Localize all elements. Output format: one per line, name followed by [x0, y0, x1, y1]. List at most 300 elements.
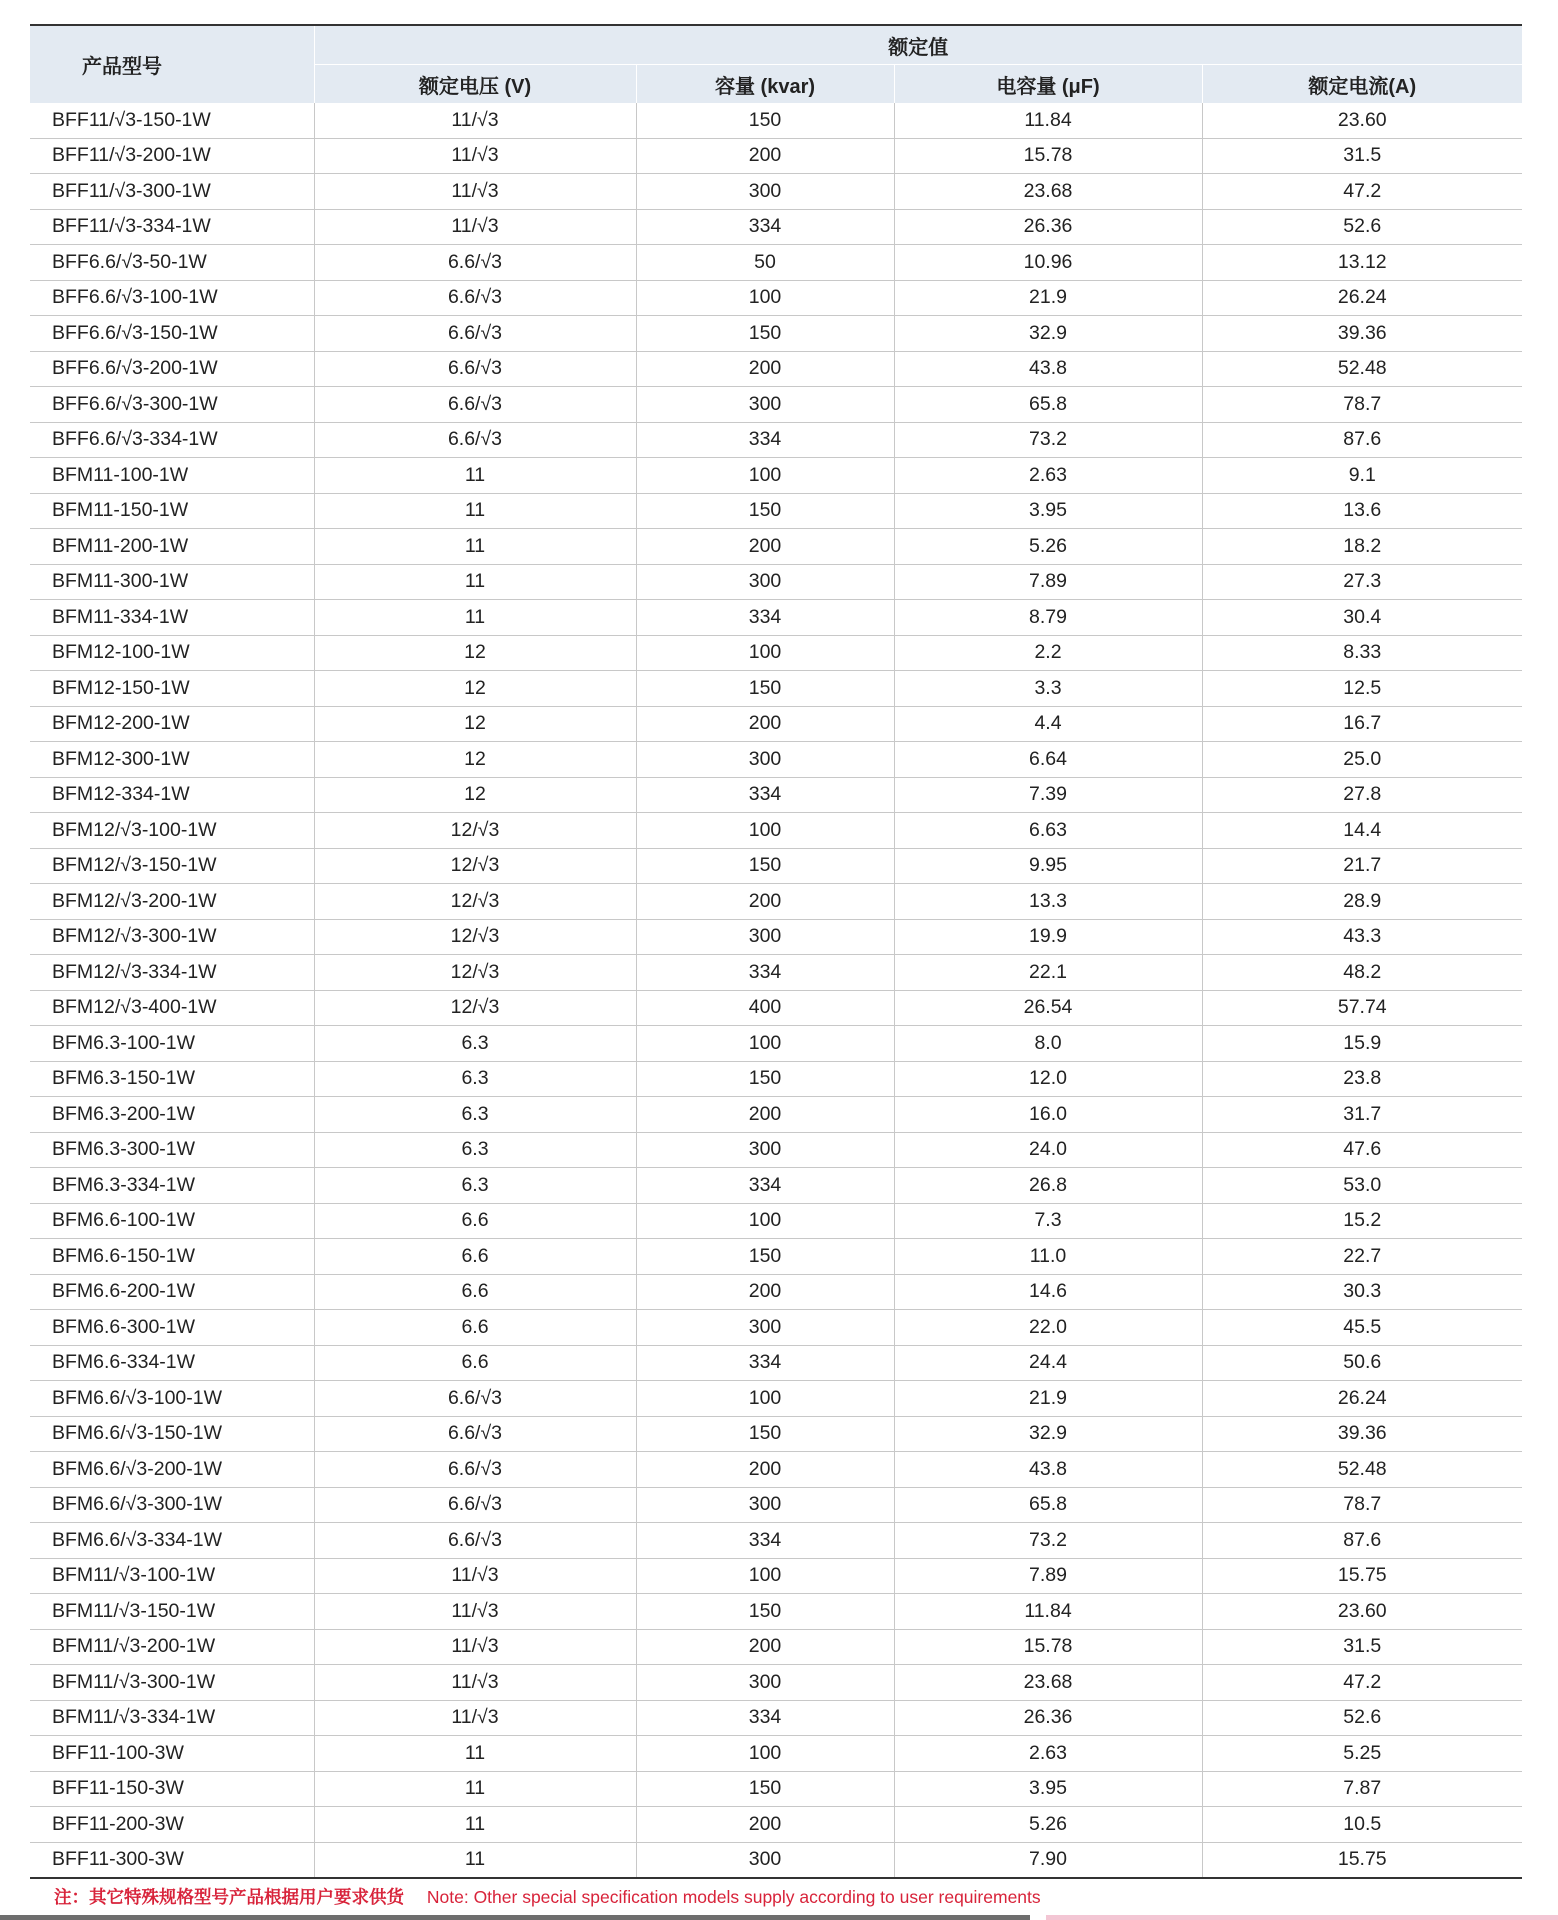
cell-model: BFM12/√3-334-1W: [30, 955, 314, 991]
cell-capacity: 100: [636, 1558, 894, 1594]
cell-capacitance: 22.1: [894, 955, 1202, 991]
cell-model: BFM6.6-334-1W: [30, 1345, 314, 1381]
cell-model: BFM11-334-1W: [30, 600, 314, 636]
cell-capacitance: 65.8: [894, 387, 1202, 423]
table-header: [30, 25, 1522, 103]
cell-rated-current: 5.25: [1202, 1736, 1522, 1772]
table-row: [30, 280, 1522, 316]
cell-model: BFF6.6/√3-300-1W: [30, 387, 314, 423]
cell-model: BFM6.6-300-1W: [30, 1310, 314, 1346]
table-row: [30, 706, 1522, 742]
cell-rated-voltage: 6.6/√3: [314, 316, 636, 352]
cell-capacity: 150: [636, 103, 894, 138]
cell-rated-voltage: 6.6/√3: [314, 1523, 636, 1559]
cell-model: BFM6.6/√3-334-1W: [30, 1523, 314, 1559]
cell-capacity: 100: [636, 280, 894, 316]
cell-rated-current: 78.7: [1202, 1487, 1522, 1523]
cell-rated-voltage: 11: [314, 1842, 636, 1878]
cell-capacitance: 11.84: [894, 1594, 1202, 1630]
cell-capacity: 100: [636, 1026, 894, 1062]
table-row: [30, 1700, 1522, 1736]
cell-capacitance: 6.64: [894, 742, 1202, 778]
table-row: [30, 1381, 1522, 1417]
cell-model: BFF11-300-3W: [30, 1842, 314, 1878]
table-row: [30, 1487, 1522, 1523]
table-row: [30, 742, 1522, 778]
table-row: [30, 671, 1522, 707]
table-row: [30, 1168, 1522, 1204]
cell-capacitance: 2.63: [894, 458, 1202, 494]
cell-rated-voltage: 11/√3: [314, 1594, 636, 1630]
cell-rated-voltage: 6.6: [314, 1239, 636, 1275]
cell-rated-current: 22.7: [1202, 1239, 1522, 1275]
table-row: [30, 1452, 1522, 1488]
cell-rated-current: 15.9: [1202, 1026, 1522, 1062]
table-row: [30, 1736, 1522, 1772]
cell-rated-current: 8.33: [1202, 635, 1522, 671]
cell-rated-voltage: 11: [314, 493, 636, 529]
cell-capacitance: 8.79: [894, 600, 1202, 636]
cell-rated-voltage: 11/√3: [314, 1629, 636, 1665]
cell-rated-voltage: 12: [314, 742, 636, 778]
cell-capacitance: 73.2: [894, 422, 1202, 458]
cell-capacity: 334: [636, 1700, 894, 1736]
table-row: [30, 245, 1522, 281]
cell-capacitance: 3.95: [894, 493, 1202, 529]
cell-rated-voltage: 11: [314, 529, 636, 565]
table-row: [30, 1629, 1522, 1665]
cell-rated-current: 45.5: [1202, 1310, 1522, 1346]
cell-capacity: 400: [636, 990, 894, 1026]
cell-capacity: 150: [636, 1771, 894, 1807]
cell-capacitance: 2.2: [894, 635, 1202, 671]
cell-capacitance: 7.89: [894, 1558, 1202, 1594]
cell-capacity: 100: [636, 635, 894, 671]
header-rated-current: 额定电流(A): [1202, 65, 1522, 104]
table-row: [30, 493, 1522, 529]
cell-rated-voltage: 12: [314, 671, 636, 707]
cell-capacitance: 11.84: [894, 103, 1202, 138]
cell-capacity: 334: [636, 209, 894, 245]
cell-model: BFM12/√3-200-1W: [30, 884, 314, 920]
table-row: [30, 1771, 1522, 1807]
cell-model: BFM11-300-1W: [30, 564, 314, 600]
footer-bar-pink: [1046, 1915, 1558, 1920]
cell-rated-current: 78.7: [1202, 387, 1522, 423]
table-row: [30, 1523, 1522, 1559]
cell-capacity: 334: [636, 777, 894, 813]
cell-capacitance: 16.0: [894, 1097, 1202, 1133]
cell-capacitance: 32.9: [894, 316, 1202, 352]
cell-rated-voltage: 6.6/√3: [314, 351, 636, 387]
table-row: [30, 1665, 1522, 1701]
cell-rated-voltage: 12/√3: [314, 848, 636, 884]
cell-model: BFM11-100-1W: [30, 458, 314, 494]
cell-capacity: 300: [636, 919, 894, 955]
cell-rated-current: 47.6: [1202, 1132, 1522, 1168]
cell-capacity: 100: [636, 813, 894, 849]
cell-capacitance: 23.68: [894, 174, 1202, 210]
cell-rated-voltage: 12/√3: [314, 919, 636, 955]
cell-capacitance: 7.3: [894, 1203, 1202, 1239]
cell-model: BFF11/√3-334-1W: [30, 209, 314, 245]
cell-model: BFF11/√3-150-1W: [30, 103, 314, 138]
table-row: [30, 848, 1522, 884]
cell-rated-current: 26.24: [1202, 280, 1522, 316]
footnote: [54, 1884, 1041, 1909]
cell-rated-current: 87.6: [1202, 1523, 1522, 1559]
cell-capacity: 334: [636, 1523, 894, 1559]
cell-capacity: 150: [636, 1416, 894, 1452]
cell-model: BFM12-334-1W: [30, 777, 314, 813]
cell-capacity: 300: [636, 174, 894, 210]
table-row: [30, 955, 1522, 991]
cell-rated-current: 50.6: [1202, 1345, 1522, 1381]
cell-rated-voltage: 6.6/√3: [314, 245, 636, 281]
cell-capacitance: 5.26: [894, 1807, 1202, 1843]
cell-capacitance: 7.90: [894, 1842, 1202, 1878]
cell-rated-current: 18.2: [1202, 529, 1522, 565]
cell-rated-voltage: 11: [314, 1771, 636, 1807]
table-row: [30, 777, 1522, 813]
cell-capacitance: 3.3: [894, 671, 1202, 707]
cell-rated-current: 21.7: [1202, 848, 1522, 884]
cell-model: BFF6.6/√3-100-1W: [30, 280, 314, 316]
cell-capacitance: 15.78: [894, 1629, 1202, 1665]
cell-capacity: 200: [636, 138, 894, 174]
cell-model: BFF11-150-3W: [30, 1771, 314, 1807]
table-row: [30, 884, 1522, 920]
cell-capacity: 200: [636, 1807, 894, 1843]
cell-model: BFM12/√3-150-1W: [30, 848, 314, 884]
cell-rated-current: 27.8: [1202, 777, 1522, 813]
cell-capacity: 150: [636, 1239, 894, 1275]
cell-rated-current: 15.75: [1202, 1842, 1522, 1878]
cell-capacity: 300: [636, 742, 894, 778]
cell-model: BFF6.6/√3-200-1W: [30, 351, 314, 387]
cell-rated-current: 87.6: [1202, 422, 1522, 458]
cell-rated-voltage: 6.3: [314, 1026, 636, 1062]
cell-rated-current: 10.5: [1202, 1807, 1522, 1843]
table-row: [30, 635, 1522, 671]
cell-rated-voltage: 6.6/√3: [314, 1487, 636, 1523]
cell-rated-current: 43.3: [1202, 919, 1522, 955]
cell-rated-voltage: 6.6/√3: [314, 1416, 636, 1452]
cell-model: BFM6.6-100-1W: [30, 1203, 314, 1239]
cell-capacitance: 7.89: [894, 564, 1202, 600]
cell-capacitance: 43.8: [894, 1452, 1202, 1488]
cell-rated-voltage: 6.6: [314, 1345, 636, 1381]
cell-capacitance: 2.63: [894, 1736, 1202, 1772]
table-row: [30, 1203, 1522, 1239]
cell-model: BFM11/√3-100-1W: [30, 1558, 314, 1594]
cell-capacity: 334: [636, 422, 894, 458]
cell-model: BFM6.3-100-1W: [30, 1026, 314, 1062]
cell-rated-voltage: 6.3: [314, 1061, 636, 1097]
cell-rated-current: 15.2: [1202, 1203, 1522, 1239]
cell-model: BFF6.6/√3-334-1W: [30, 422, 314, 458]
table-row: [30, 1807, 1522, 1843]
table-row: [30, 919, 1522, 955]
cell-model: BFM12-200-1W: [30, 706, 314, 742]
cell-model: BFM12-150-1W: [30, 671, 314, 707]
cell-capacitance: 3.95: [894, 1771, 1202, 1807]
cell-model: BFM6.6-200-1W: [30, 1274, 314, 1310]
cell-capacity: 200: [636, 529, 894, 565]
cell-capacitance: 15.78: [894, 138, 1202, 174]
footnote-en: Note: Other special specification models supply according to user requirements: [426, 1887, 1041, 1907]
cell-capacity: 150: [636, 671, 894, 707]
cell-capacity: 150: [636, 1594, 894, 1630]
cell-rated-voltage: 11: [314, 458, 636, 494]
cell-capacity: 300: [636, 1842, 894, 1878]
cell-capacity: 100: [636, 1203, 894, 1239]
table-row: [30, 813, 1522, 849]
cell-rated-current: 28.9: [1202, 884, 1522, 920]
cell-capacity: 150: [636, 1061, 894, 1097]
cell-rated-current: 15.75: [1202, 1558, 1522, 1594]
cell-capacity: 200: [636, 884, 894, 920]
cell-rated-voltage: 6.6: [314, 1274, 636, 1310]
table-row: [30, 1239, 1522, 1275]
cell-model: BFM6.3-334-1W: [30, 1168, 314, 1204]
cell-rated-current: 52.48: [1202, 1452, 1522, 1488]
footer-bar-dark: [0, 1915, 1030, 1920]
cell-capacitance: 26.36: [894, 1700, 1202, 1736]
table-row: [30, 990, 1522, 1026]
table-row: [30, 600, 1522, 636]
cell-rated-current: 47.2: [1202, 174, 1522, 210]
cell-model: BFM11/√3-150-1W: [30, 1594, 314, 1630]
cell-capacity: 50: [636, 245, 894, 281]
capacitor-spec-table: [30, 24, 1522, 1879]
table-row: [30, 1274, 1522, 1310]
table-row: [30, 1842, 1522, 1878]
table-row: [30, 1310, 1522, 1346]
cell-rated-voltage: 11: [314, 1807, 636, 1843]
cell-model: BFF11/√3-200-1W: [30, 138, 314, 174]
header-rated-voltage: 额定电压 (V): [314, 65, 636, 104]
cell-model: BFM11/√3-300-1W: [30, 1665, 314, 1701]
table-row: [30, 1345, 1522, 1381]
cell-capacitance: 6.63: [894, 813, 1202, 849]
cell-model: BFM12-100-1W: [30, 635, 314, 671]
table-row: [30, 103, 1522, 138]
header-rated-values: 额定值: [314, 25, 1522, 65]
cell-capacitance: 7.39: [894, 777, 1202, 813]
cell-capacity: 200: [636, 1274, 894, 1310]
table-row: [30, 1061, 1522, 1097]
cell-rated-current: 31.7: [1202, 1097, 1522, 1133]
cell-rated-voltage: 6.3: [314, 1132, 636, 1168]
cell-rated-voltage: 6.6: [314, 1203, 636, 1239]
cell-rated-voltage: 12: [314, 777, 636, 813]
cell-rated-current: 52.6: [1202, 209, 1522, 245]
cell-model: BFM11-150-1W: [30, 493, 314, 529]
cell-rated-current: 47.2: [1202, 1665, 1522, 1701]
cell-model: BFM6.3-200-1W: [30, 1097, 314, 1133]
cell-rated-voltage: 12: [314, 706, 636, 742]
table-row: [30, 138, 1522, 174]
cell-capacity: 100: [636, 458, 894, 494]
cell-model: BFM12/√3-400-1W: [30, 990, 314, 1026]
cell-rated-voltage: 11/√3: [314, 103, 636, 138]
cell-rated-current: 7.87: [1202, 1771, 1522, 1807]
cell-rated-current: 31.5: [1202, 1629, 1522, 1665]
table-row: [30, 422, 1522, 458]
cell-rated-current: 30.4: [1202, 600, 1522, 636]
cell-rated-voltage: 11/√3: [314, 1700, 636, 1736]
cell-rated-voltage: 6.6/√3: [314, 1452, 636, 1488]
cell-capacitance: 21.9: [894, 280, 1202, 316]
table-row: [30, 529, 1522, 565]
table-row: [30, 351, 1522, 387]
cell-rated-voltage: 6.6: [314, 1310, 636, 1346]
cell-rated-current: 53.0: [1202, 1168, 1522, 1204]
cell-capacity: 100: [636, 1736, 894, 1772]
cell-rated-current: 39.36: [1202, 1416, 1522, 1452]
cell-model: BFM6.6-150-1W: [30, 1239, 314, 1275]
cell-rated-current: 16.7: [1202, 706, 1522, 742]
cell-capacitance: 26.8: [894, 1168, 1202, 1204]
cell-capacitance: 10.96: [894, 245, 1202, 281]
cell-rated-current: 9.1: [1202, 458, 1522, 494]
table-row: [30, 1026, 1522, 1062]
cell-rated-voltage: 6.6/√3: [314, 280, 636, 316]
cell-model: BFF11-100-3W: [30, 1736, 314, 1772]
cell-model: BFM11/√3-200-1W: [30, 1629, 314, 1665]
cell-rated-current: 23.8: [1202, 1061, 1522, 1097]
cell-capacity: 200: [636, 1452, 894, 1488]
cell-capacity: 300: [636, 1487, 894, 1523]
cell-capacitance: 22.0: [894, 1310, 1202, 1346]
cell-capacitance: 19.9: [894, 919, 1202, 955]
table-row: [30, 1416, 1522, 1452]
table-row: [30, 1097, 1522, 1133]
cell-capacity: 334: [636, 1168, 894, 1204]
cell-capacity: 334: [636, 600, 894, 636]
table-row: [30, 174, 1522, 210]
cell-rated-current: 13.12: [1202, 245, 1522, 281]
cell-rated-current: 48.2: [1202, 955, 1522, 991]
cell-model: BFF6.6/√3-150-1W: [30, 316, 314, 352]
cell-rated-voltage: 6.3: [314, 1168, 636, 1204]
cell-rated-voltage: 11: [314, 1736, 636, 1772]
cell-capacitance: 14.6: [894, 1274, 1202, 1310]
cell-rated-voltage: 12/√3: [314, 955, 636, 991]
cell-model: BFM6.6/√3-200-1W: [30, 1452, 314, 1488]
cell-rated-current: 27.3: [1202, 564, 1522, 600]
cell-capacity: 334: [636, 955, 894, 991]
cell-capacity: 300: [636, 564, 894, 600]
cell-capacity: 334: [636, 1345, 894, 1381]
cell-model: BFF11/√3-300-1W: [30, 174, 314, 210]
cell-rated-voltage: 11/√3: [314, 209, 636, 245]
cell-model: BFM11-200-1W: [30, 529, 314, 565]
cell-rated-voltage: 6.6/√3: [314, 387, 636, 423]
header-model: 产品型号: [30, 25, 314, 103]
cell-rated-current: 30.3: [1202, 1274, 1522, 1310]
cell-capacitance: 65.8: [894, 1487, 1202, 1523]
table-body: [30, 103, 1522, 1878]
cell-rated-voltage: 12: [314, 635, 636, 671]
cell-rated-current: 14.4: [1202, 813, 1522, 849]
cell-rated-current: 25.0: [1202, 742, 1522, 778]
cell-model: BFM12-300-1W: [30, 742, 314, 778]
header-capacitance: 电容量 (μF): [894, 65, 1202, 104]
cell-rated-voltage: 11/√3: [314, 1665, 636, 1701]
table-row: [30, 387, 1522, 423]
cell-rated-current: 13.6: [1202, 493, 1522, 529]
cell-capacitance: 8.0: [894, 1026, 1202, 1062]
table-row: [30, 1558, 1522, 1594]
cell-model: BFM6.6/√3-150-1W: [30, 1416, 314, 1452]
cell-model: BFM6.6/√3-300-1W: [30, 1487, 314, 1523]
cell-rated-voltage: 12/√3: [314, 990, 636, 1026]
table-row: [30, 564, 1522, 600]
cell-capacitance: 73.2: [894, 1523, 1202, 1559]
cell-rated-current: 23.60: [1337, 108, 1387, 131]
table-row: [30, 458, 1522, 494]
cell-rated-current: 52.48: [1202, 351, 1522, 387]
cell-rated-voltage: 12/√3: [314, 813, 636, 849]
table-row: [30, 1132, 1522, 1168]
cell-rated-current: 39.36: [1202, 316, 1522, 352]
cell-rated-current: 23.60: [1202, 1594, 1522, 1630]
cell-capacitance: 5.26: [894, 529, 1202, 565]
cell-rated-voltage: 6.6/√3: [314, 1381, 636, 1417]
cell-capacity: 150: [636, 316, 894, 352]
cell-capacity: 200: [636, 706, 894, 742]
cell-rated-voltage: 11: [314, 564, 636, 600]
cell-model: BFM11/√3-334-1W: [30, 1700, 314, 1736]
cell-rated-voltage: 6.3: [314, 1097, 636, 1133]
footnote-cn: 注：其它特殊规格型号产品根据用户要求供货: [54, 1887, 404, 1907]
cell-rated-current: 26.24: [1202, 1381, 1522, 1417]
cell-rated-current: 52.6: [1202, 1700, 1522, 1736]
cell-capacitance: 9.95: [894, 848, 1202, 884]
cell-capacity: 300: [636, 1310, 894, 1346]
table-row: [30, 316, 1522, 352]
cell-model: BFM12/√3-300-1W: [30, 919, 314, 955]
spec-table-container: [30, 24, 1522, 1879]
cell-capacitance: 26.36: [894, 209, 1202, 245]
cell-capacitance: 11.0: [894, 1239, 1202, 1275]
cell-capacity: 300: [636, 1665, 894, 1701]
cell-capacity: 200: [636, 351, 894, 387]
cell-capacitance: 43.8: [894, 351, 1202, 387]
cell-capacitance: 24.0: [894, 1132, 1202, 1168]
header-capacity: 容量 (kvar): [636, 65, 894, 104]
cell-capacitance: 26.54: [894, 990, 1202, 1026]
cell-capacitance: 24.4: [894, 1345, 1202, 1381]
cell-rated-current: 57.74: [1202, 990, 1522, 1026]
cell-capacity: 300: [636, 387, 894, 423]
cell-capacity: 150: [636, 493, 894, 529]
cell-model: BFM6.3-150-1W: [30, 1061, 314, 1097]
cell-capacitance: 21.9: [894, 1381, 1202, 1417]
cell-capacitance: 13.3: [894, 884, 1202, 920]
cell-rated-current: 31.5: [1202, 138, 1522, 174]
cell-rated-current: 12.5: [1202, 671, 1522, 707]
cell-rated-voltage: 11: [314, 600, 636, 636]
table-row: [30, 1594, 1522, 1630]
cell-capacity: 200: [636, 1629, 894, 1665]
cell-capacity: 100: [636, 1381, 894, 1417]
cell-rated-voltage: 11/√3: [314, 138, 636, 174]
cell-model: BFF6.6/√3-50-1W: [30, 245, 314, 281]
cell-model: BFM12/√3-100-1W: [30, 813, 314, 849]
